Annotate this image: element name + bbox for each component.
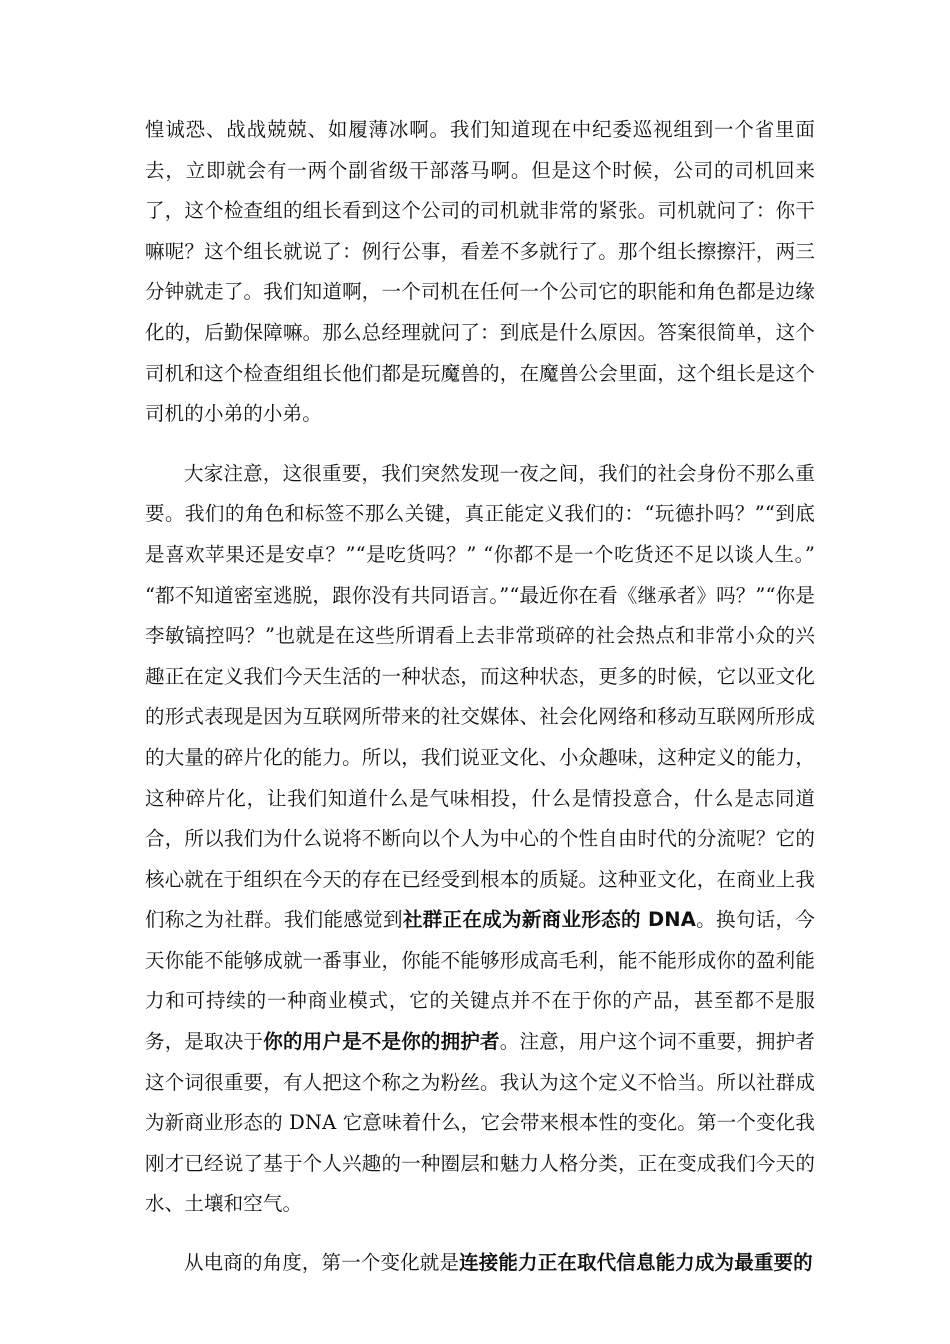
paragraph-3 — [145, 1243, 815, 1284]
paragraph-3-emphasis-connection: 连接能力正在取代信息能力成为最重要的 — [459, 1251, 813, 1275]
paragraph-2-emphasis-supporters: 你的用户是不是你的拥护者 — [263, 1030, 500, 1054]
paragraph-2-emphasis-community-dna: 社群正在成为新商业形态的 DNA — [402, 908, 696, 932]
paragraph-1-text: 惶诚恐、战战兢兢、如履薄冰啊。我们知道现在中纪委巡视组到一个省里面去，立即就会有一两个副省级干部落马啊。但是这个时候，公司的司机回来了，这个检查组的组长看到这个公司的司机就非常的紧张。司机就问了：你干嘛呢？这个组长就说了：例行公事，看差不多就行了。那个组长擦擦汗，两三分钟就走了。我们知道啊，一个司机在任何一个公司它的职能和角色都是边缘化的，后勤保障嘛。那么总经理就问了：到底是什么原因。答案很简单，这个司机和这个检查组组长他们都是玩魔兽的，在魔兽公会里面，这个组长是这个司机的小弟的小弟。 — [145, 118, 815, 426]
paragraph-2-text-a: 大家注意，这很重要，我们突然发现一夜之间，我们的社会身份不那么重要。我们的角色和标签不那么关键，真正能定义我们的：“玩德扑吗？”“到底是喜欢苹果还是安卓？”“是吃货吗？” “你都不是一个吃货还不足以谈人生。” “都不知道密室逃脱，跟你没有共同语言。”“最近你在看《继承者》吗？”“你是李敏镐控吗？”也就是在这些所谓看上去非常琐碎的社会热点和非常小众的兴趣正在定义我们今天生活的一种状态，而这种状态，更多的时候，它以亚文化的形式表现是因为互联网所带来的社交媒体、社会化网络和移动互联网所形成的大量的碎片化的能力。所以，我们说亚文化、小众趣味，这种定义的能力，这种碎片化，让我们知道什么是气味相投，什么是情投意合，什么是志同道合，所以我们为什么说将不断向以个人为中心的个性自由时代的分流呢？它的核心就在于组织在今天的存在已经受到根本的质疑。这种亚文化，在商业上我们称之为社群。我们能感觉到 — [145, 461, 815, 932]
paragraph-2-text-c: 。注意，用户这个词不重要，拥护者这个词很重要，有人把这个称之为粉丝。我认为这个定义不恰当。所以社群成为新商业形态的 DNA 它意味着什么，它会带来根本性的变化。第一个变化我刚才已经说了基于个人兴趣的一种圈层和魅力人格分类，正在变成我们今天的水、土壤和空气。 — [145, 1030, 815, 1216]
paragraph-3-text: 从电商的角度，第一个变化就是 — [184, 1251, 460, 1275]
document-page — [145, 110, 815, 1284]
paragraph-2 — [145, 454, 815, 1225]
paragraph-1 — [145, 110, 815, 435]
paragraph-2-text-b: 。换句话，今天你能不能够成就一番事业，你能不能够形成高毛利，能不能形成你的盈利能力和可持续的一种商业模式，它的关键点并不在于你的产品，甚至都不是服务，是取决于 — [145, 908, 815, 1054]
